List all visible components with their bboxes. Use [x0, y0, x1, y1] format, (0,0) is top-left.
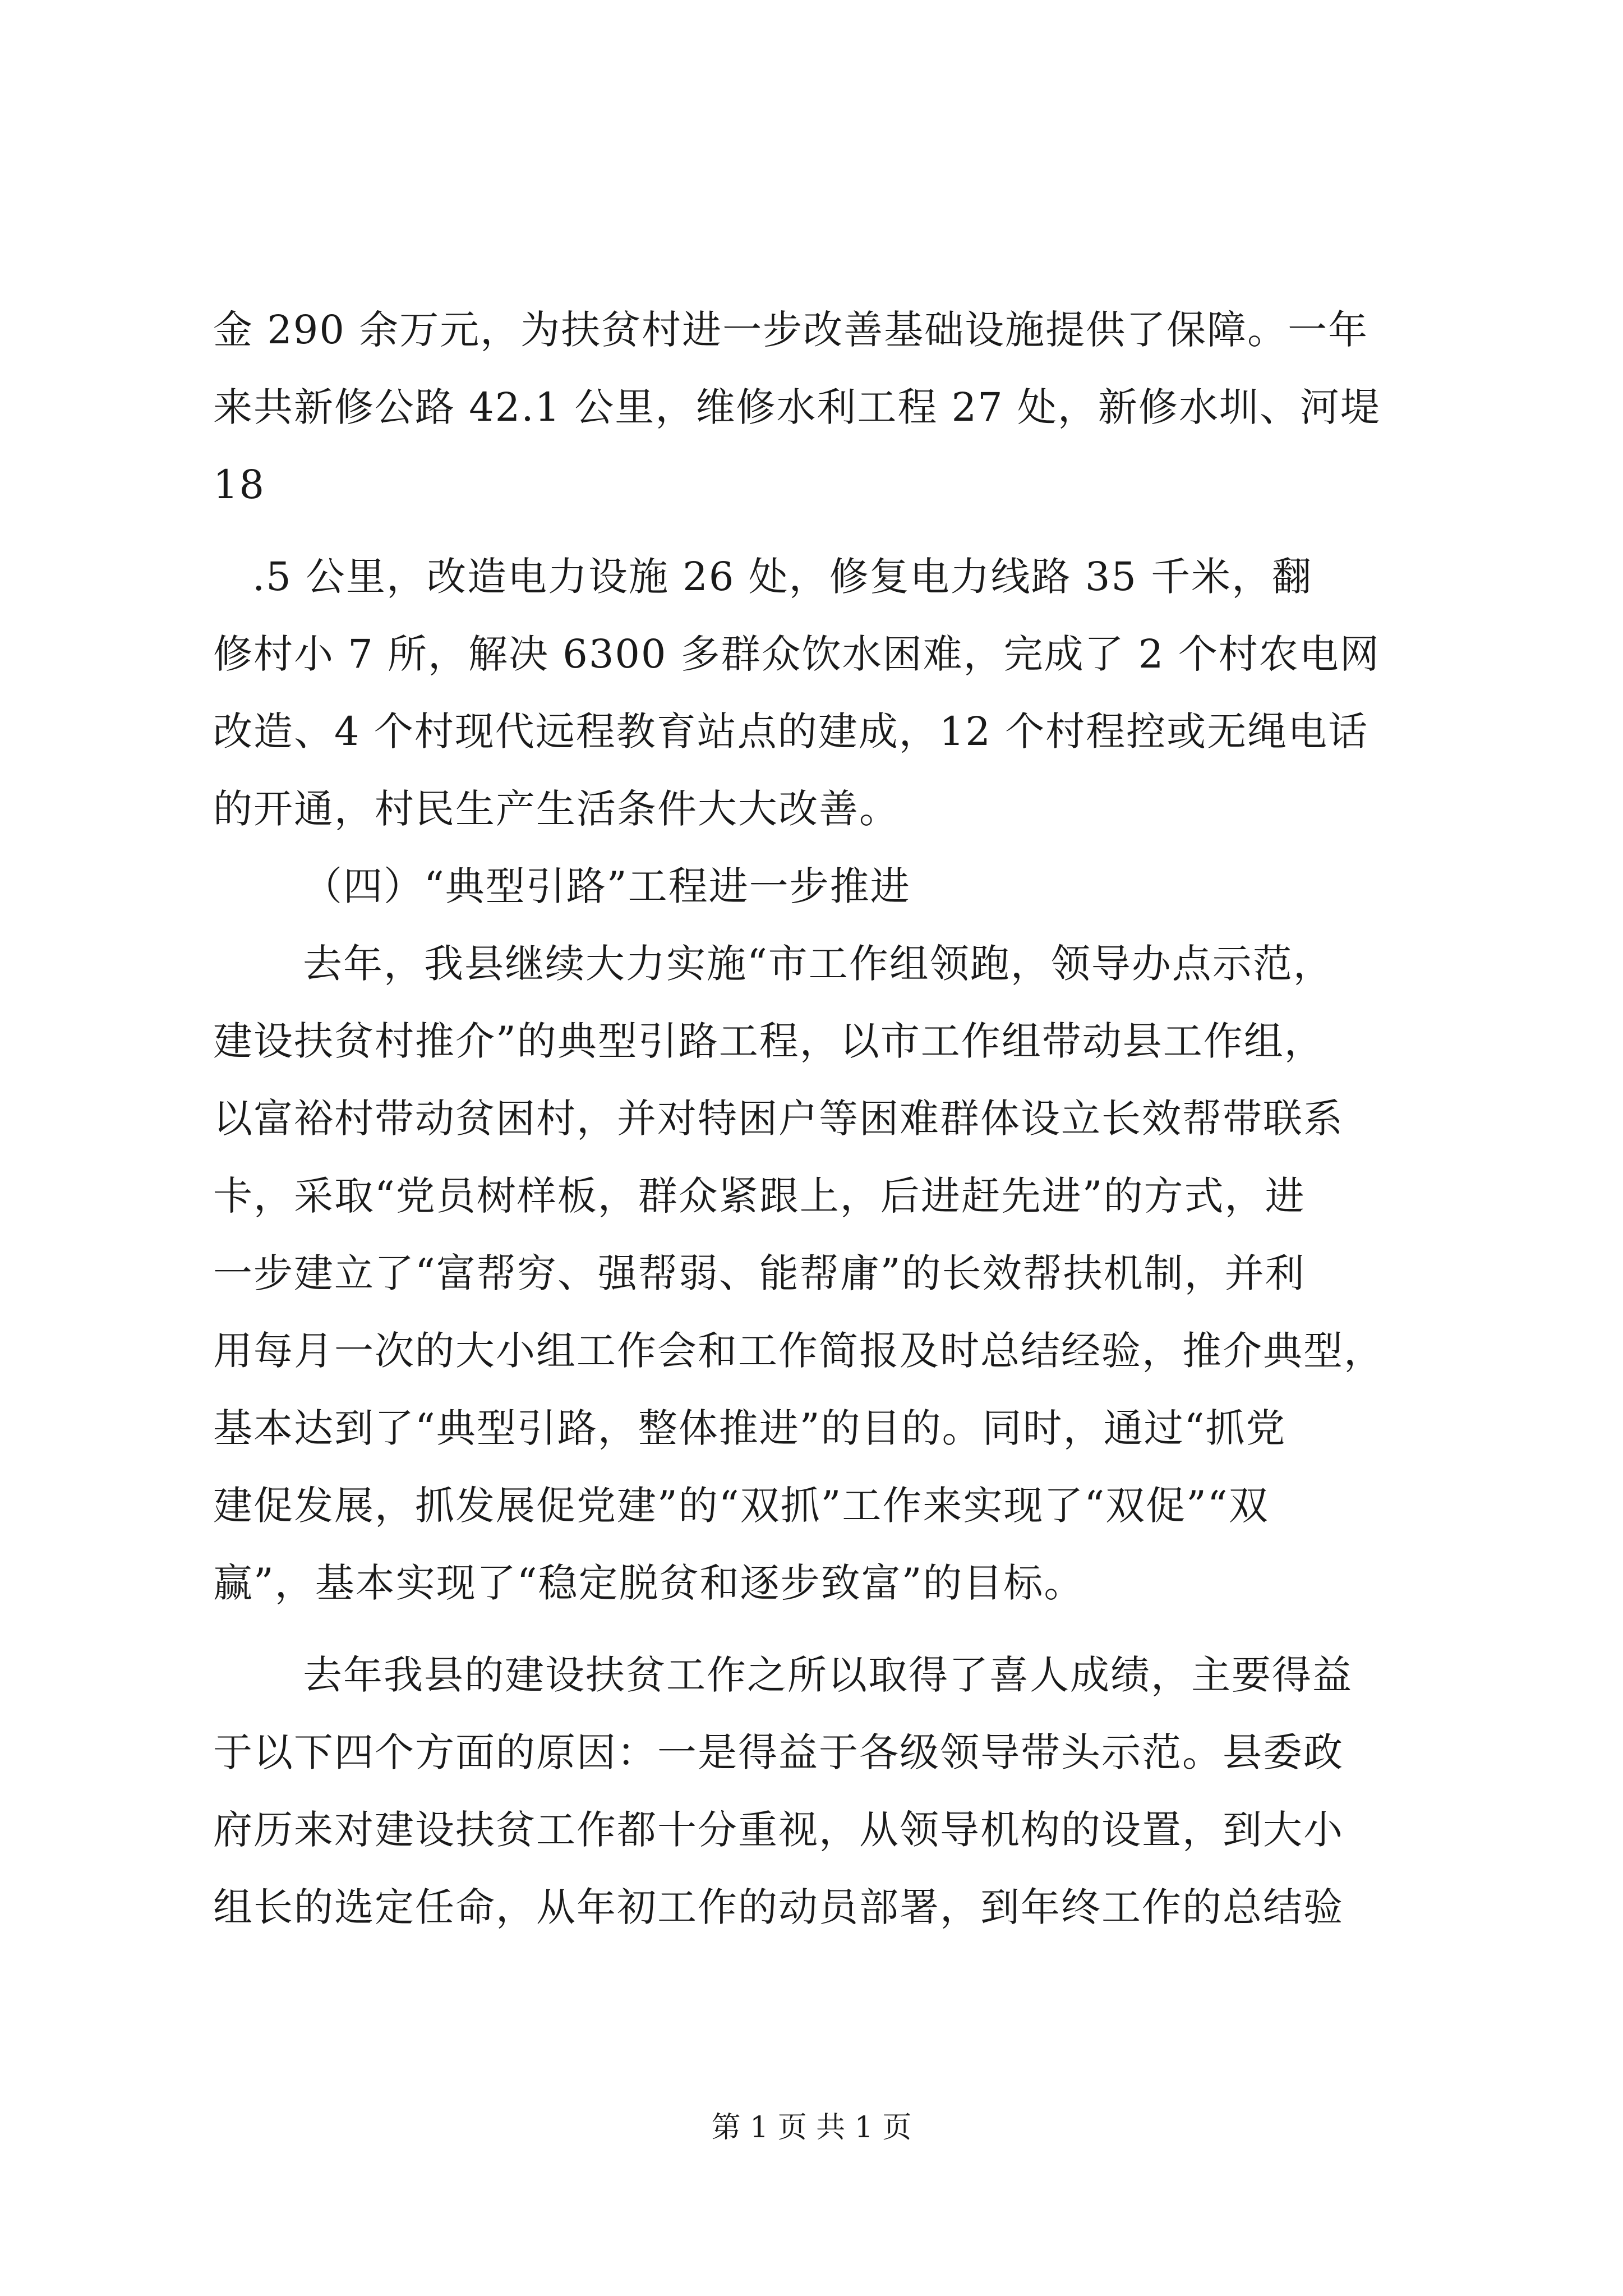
body-text-line: 于以下四个方面的原因：一是得益于各级领导带头示范。县委政 — [213, 1729, 1344, 1775]
body-text-line: 建促发展，抓发展促党建”的“双抓”工作来实现了“双促”“双 — [213, 1483, 1269, 1529]
body-text-line: 基本达到了“典型引路，整体推进”的目的。同时，通过“抓党 — [213, 1405, 1287, 1451]
body-text-line: 金 290 余万元，为扶贫村进一步改善基础设施提供了保障。一年 — [213, 307, 1369, 353]
body-text-line: 改造、4 个村现代远程教育站点的建成，12 个村程控或无绳电话 — [213, 708, 1369, 754]
body-text-line: 18 — [213, 462, 266, 508]
section-heading: （四）“典型引路”工程进一步推进 — [303, 863, 911, 909]
page-footer: 第 1 页 共 1 页 — [711, 2111, 912, 2145]
body-text-line: 组长的选定任命，从年初工作的动员部署，到年终工作的总结验 — [213, 1884, 1344, 1930]
body-text-line: 府历来对建设扶贫工作都十分重视，从领导机构的设置，到大小 — [213, 1807, 1344, 1853]
body-text-line: 一步建立了“富帮穷、强帮弱、能帮庸”的长效帮扶机制，并利 — [213, 1250, 1306, 1296]
body-text-line: 来共新修公路 42.1 公里，维修水利工程 27 处，新修水圳、河堤 — [213, 384, 1381, 430]
body-text-line: 赢”，基本实现了“稳定脱贫和逐步致富”的目标。 — [213, 1560, 1085, 1606]
body-text-line: 建设扶贫村推介”的典型引路工程，以市工作组带动县工作组， — [213, 1018, 1325, 1064]
body-text-line: 用每月一次的大小组工作会和工作简报及时总结经验，推介典型， — [213, 1328, 1384, 1374]
body-text-line: 修村小 7 所，解决 6300 多群众饮水困难，完成了 2 个村农电网 — [213, 631, 1380, 677]
body-text-line: 卡，采取“党员树样板，群众紧跟上，后进赶先进”的方式，进 — [213, 1173, 1306, 1219]
body-text-line: .5 公里，改造电力设施 26 处，修复电力线路 35 千米，翻 — [252, 554, 1313, 600]
body-text-line: 去年，我县继续大力实施“市工作组领跑，领导办点示范， — [303, 941, 1334, 987]
body-text-line: 的开通，村民生产生活条件大大改善。 — [213, 786, 900, 832]
body-text-line: 以富裕村带动贫困村，并对特困户等困难群体设立长效帮带联系 — [213, 1096, 1344, 1142]
body-text-line: 去年我县的建设扶贫工作之所以取得了喜人成绩，主要得益 — [303, 1652, 1353, 1698]
